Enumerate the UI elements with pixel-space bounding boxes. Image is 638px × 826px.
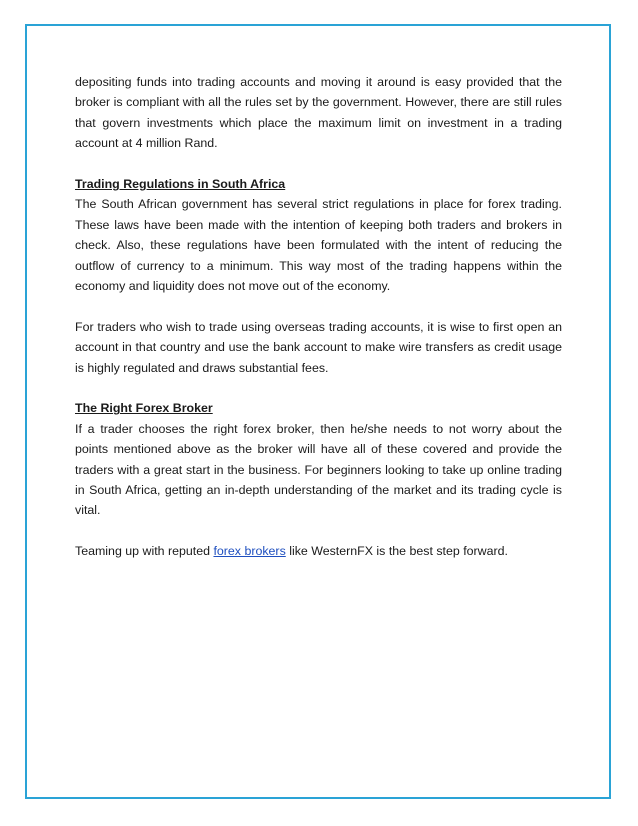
- section-heading-right-forex-broker: The Right Forex Broker: [75, 401, 213, 416]
- overseas-accounts-paragraph: For traders who wish to trade using overseas trading accounts, it is wise to first open an account in that country and use the bank account to make wire transfers as credit usage is highly regulated and draws substantial fees.: [75, 319, 562, 375]
- spacer: [75, 154, 562, 174]
- intro-paragraph: depositing funds into trading accounts and moving it around is easy provided that the broker is compliant with all the rules set by the government. However, there are still rules that govern investments which place the maximum limit on investment in a trading account at 4 million Rand.: [75, 75, 562, 151]
- section-heading-trading-regulations: Trading Regulations in South Africa: [75, 177, 286, 192]
- document-body: [75, 72, 562, 562]
- spacer: [75, 378, 562, 398]
- right-broker-paragraph: If a trader chooses the right forex broker, then he/she needs to not worry about the points mentioned above as the broker will have all of these covered and provide the traders with a great start in the business. For beginners looking to take up online trading in South Africa, getting an in-depth understanding of the market and its trading cycle is vital.: [75, 421, 562, 518]
- forex-brokers-link[interactable]: forex brokers: [213, 544, 286, 559]
- closing-prefix: Teaming up with reputed: [75, 544, 214, 559]
- spacer: [75, 521, 562, 541]
- closing-paragraph: [75, 541, 562, 561]
- closing-suffix: like WesternFX is the best step forward.: [285, 544, 508, 559]
- spacer: [75, 296, 562, 316]
- regulations-paragraph: The South African government has several strict regulations in place for forex trading. These laws have been made with the intention of keeping both traders and brokers in check. Also, these regulations have been formulated with the intent of reducing the outflow of currency to a minimum. This way most of the trading happens within the economy and liquidity does not move out of the economy.: [75, 197, 562, 294]
